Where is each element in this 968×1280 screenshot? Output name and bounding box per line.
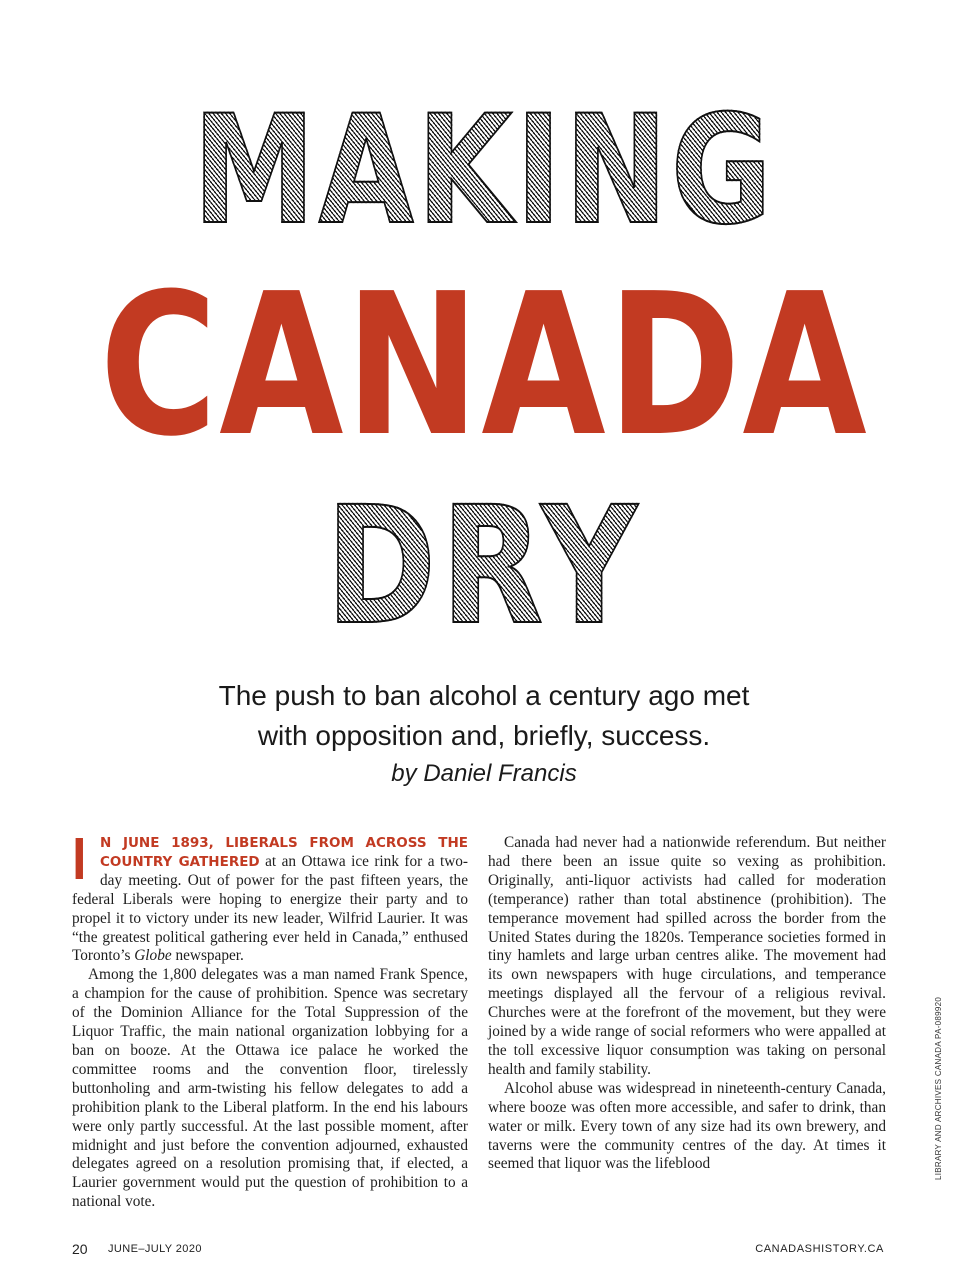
paragraph-4: Alcohol abuse was widespread in nineteenth-century Canada, where booze was often more accessible, and safer to drink, than water or milk. Every town of any size had its own brewery, and taverns were the community centres of the day. At times it seemed that liquor was the lifeblood [488, 1079, 886, 1173]
headline-dry: DRY [87, 486, 881, 648]
column-right [488, 834, 886, 1174]
paragraph-1-text: at an Ottawa ice rink for a two-day meeting. Out of power for the past fifteen years, the federal Liberals were hoping to energize their party and to propel it to victory under its new leader, Wilfrid Laurier. It was “the greatest political gathering ever held in Canada,” enthused Toronto’s [72, 852, 468, 965]
website: CANADASHISTORY.CA [755, 1243, 884, 1255]
page-number: 20 [72, 1241, 88, 1257]
paragraph-3: Canada had never had a nationwide referendum. But neither had there been an issue quite so vexing as prohibition. Originally, anti-liquor activists had called for moderation (temperance) rather than total abstinence (prohibition). The temperance movement had spilled across the border from the United States during the 1820s. Temperance societies formed in tiny hamlets and large urban centres alike. The movement had its own newspapers with huge circulations, and temperance meetings displayed all the fervour of a religious revival. Churches were at the forefront of the movement, but they were joined by a wide range of social reformers who were appalled at the toll excessive liquor consumption was taking on personal health and family stability. [488, 834, 886, 1078]
issue-date: JUNE–JULY 2020 [108, 1243, 202, 1255]
deck [100, 676, 868, 756]
column-left [72, 828, 468, 1212]
paragraph-1 [72, 828, 468, 966]
headline-making: MAKING [87, 96, 881, 246]
deck-line-2: with opposition and, briefly, success. [257, 720, 711, 751]
drop-cap: I [72, 828, 87, 893]
newspaper-title: Globe [134, 947, 172, 965]
headline-canada: CANADA [99, 252, 869, 480]
photo-credit: LIBRARY AND ARCHIVES CANADA PA-089920 [934, 996, 943, 1180]
paragraph-1-end: newspaper. [171, 947, 244, 965]
paragraph-2: Among the 1,800 delegates was a man named Frank Spence, a champion for the cause of prohibition. Spence was secretary of the Dominion Alliance for the Total Suppression of the Liquor Traffic, the main national organization lobbying for a ban on booze. At the Ottawa ice palace he worked the committee rooms and the convention floor, tirelessly buttonholing and arm-twisting his fellow delegates to add a prohibition plank to the Liberal platform. In the end his labours were only partly successful. At the last possible moment, after midnight and just before the convention adjourned, exhausted delegates agreed on a resolution promising that, if elected, a Laurier government would put the question of prohibition to a national vote. [72, 966, 468, 1211]
lead-in: N JUNE 1893, LIBERALS FROM ACROSS THE COUNTRY GATHERED [100, 835, 468, 870]
byline: by Daniel Francis [391, 760, 577, 787]
deck-line-1: The push to ban alcohol a century ago met [218, 680, 750, 711]
